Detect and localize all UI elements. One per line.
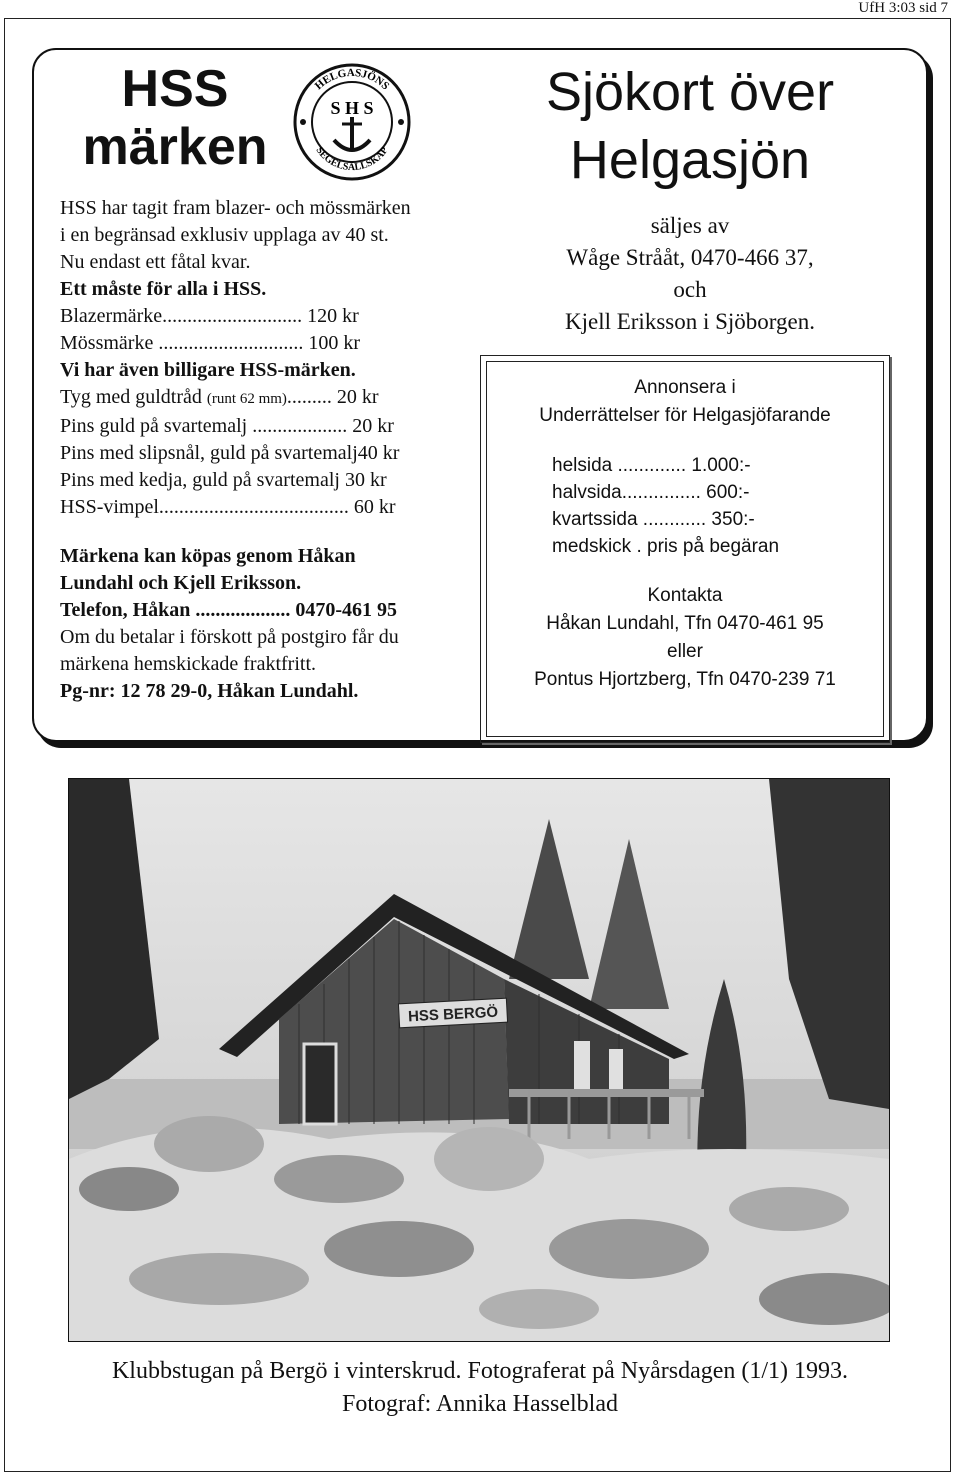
badge-line: Nu endast ett fåtal kvar. xyxy=(60,251,251,273)
badge-line: i en begränsad exklusiv upplaga av 40 st. xyxy=(60,224,389,246)
purchase-line: Telefon, Håkan ................... 0470-461 95 xyxy=(60,599,398,621)
purchase-line: Märkena kan köpas genom Håkan xyxy=(60,545,356,567)
price-list: helsida ............. 1.000:- halvsida............... 600:- kvartssida ............ 350:- medskick . pris på begäran xyxy=(552,455,780,557)
photo-caption: Klubbstugan på Bergö i vinterskrud. Fotograferat på Nyårsdagen (1/1) 1993. Fotograf: Annika Hasselblad xyxy=(111,1358,849,1417)
advertise-heading: Annonsera i Underrättelser för Helgasjöfarande xyxy=(539,377,831,426)
chart-seller-info: säljes av Wåge Strååt, 0470-466 37, och Kjell Eriksson i Sjöborgen. xyxy=(564,213,815,334)
chart-title: Sjökort över Helgasjön xyxy=(545,62,835,190)
advertise-box xyxy=(480,355,890,743)
purchase-line: Pg-nr: 12 78 29-0, Håkan Lundahl. xyxy=(60,680,359,702)
page-reference: UfH 3:03 sid 7 xyxy=(858,0,948,16)
svg-text:SEGELSÄLLSKAP: SEGELSÄLLSKAP xyxy=(313,145,391,174)
badge-line: Pins med kedja, guld på svartemalj 30 kr xyxy=(60,469,387,491)
hss-seal-logo xyxy=(292,62,412,182)
hss-bergo-sign: HSS BERGÖ xyxy=(407,1003,499,1026)
contact-info: Kontakta Håkan Lundahl, Tfn 0470-461 95 eller Pontus Hjortzberg, Tfn 0470-239 71 xyxy=(534,585,836,690)
badges-title: HSS märken xyxy=(82,60,268,176)
badges-text xyxy=(60,195,490,705)
badge-line: Vi har även billigare HSS-märken. xyxy=(60,359,356,381)
badge-line: Pins med slipsnål, guld på svartemalj40 kr xyxy=(60,442,400,464)
purchase-line: märkena hemskickade fraktfritt. xyxy=(60,653,316,675)
clubhouse-photo xyxy=(68,778,890,1342)
badge-line: Pins guld på svartemalj ................... 20 kr xyxy=(60,415,394,437)
chart-sale-section xyxy=(480,58,900,338)
purchase-line: Lundahl och Kjell Eriksson. xyxy=(60,572,302,594)
badge-line: Tyg med guldtråd (runt 62 mm)......... 20 kr xyxy=(60,386,379,408)
badge-line: HSS har tagit fram blazer- och mössmärken xyxy=(60,197,411,219)
purchase-line: Om du betalar i förskott på postgiro får du xyxy=(60,626,399,648)
badge-line: HSS-vimpel...................................... 60 kr xyxy=(60,496,396,518)
badge-line: Ett måste för alla i HSS. xyxy=(60,278,267,300)
badge-line: Blazermärke............................ 120 kr xyxy=(60,305,359,327)
badge-line: Mössmärke ............................. 100 kr xyxy=(60,332,360,354)
svg-text:HELGASJÖNS: HELGASJÖNS xyxy=(312,66,392,93)
svg-text:S H S: S H S xyxy=(330,98,374,118)
